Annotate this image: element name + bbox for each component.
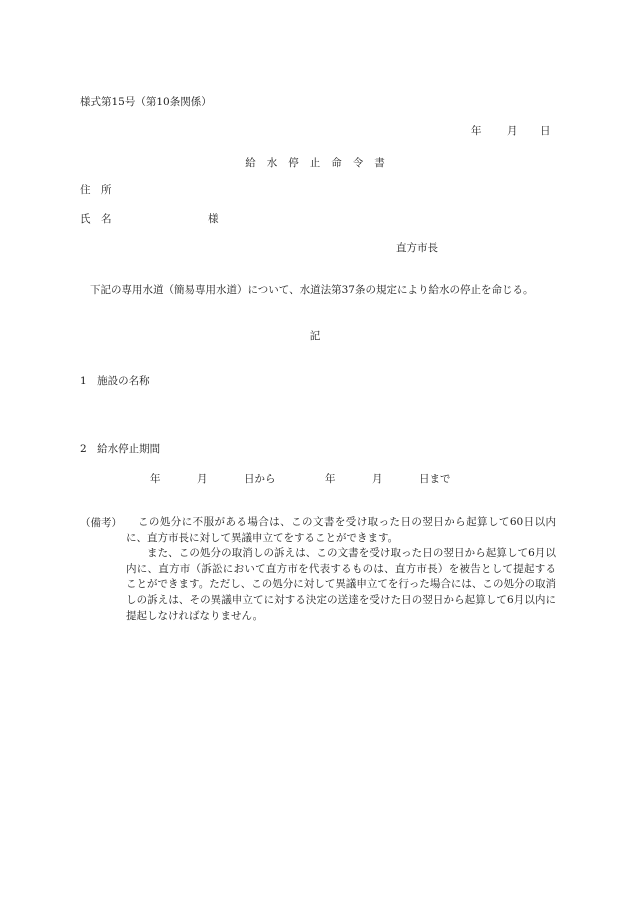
document-title: 給水停止命令書 <box>245 157 396 169</box>
period-to-day: 日まで <box>419 473 451 485</box>
item-facility-name: 1 施設の名称 <box>80 375 150 387</box>
date-year: 年 <box>471 125 482 137</box>
period-to-year: 年 <box>325 473 336 485</box>
date-day: 日 <box>540 125 551 137</box>
body-text: 下記の専用水道（簡易専用水道）について、水道法第37条の規定により給水の停止を命じる。 <box>90 284 534 296</box>
period-to-month: 月 <box>372 473 383 485</box>
period-from-day: 日から <box>244 473 276 485</box>
date-month: 月 <box>507 125 518 137</box>
period-from-year: 年 <box>150 473 161 485</box>
name-label: 氏 名 <box>80 213 112 225</box>
ki-heading: 記 <box>309 330 321 342</box>
address-label: 住 所 <box>80 184 112 196</box>
remarks-label: （備考） <box>80 517 122 529</box>
period-from-month: 月 <box>197 473 208 485</box>
remarks-paragraph-1: この処分に不服がある場合は、この文書を受け取った日の翌日から起算して60日以内に、直方市長に対して異議申立てをすることができます。 <box>126 516 556 544</box>
issuer: 直方市長 <box>396 242 438 254</box>
form-id: 様式第15号（第10条関係） <box>80 96 212 108</box>
remarks-paragraph-2: また、この処分の取消しの訴えは、この文書を受け取った日の翌日から起算して6月以内に、直方市（訴訟において直方市を代表するものは、直方市長）を被告として提起することができます。ただし、この処分に対して異議申立てを行った場合には、この処分の取消しの訴えは、その異議申立てに対する決定の送達を受けた日の翌日から起算して6月以内に提起しなければなりません。 <box>126 547 556 622</box>
honorific: 様 <box>208 213 219 225</box>
remarks-text <box>126 515 556 624</box>
item-suspension-period: 2 給水停止期間 <box>80 443 161 455</box>
